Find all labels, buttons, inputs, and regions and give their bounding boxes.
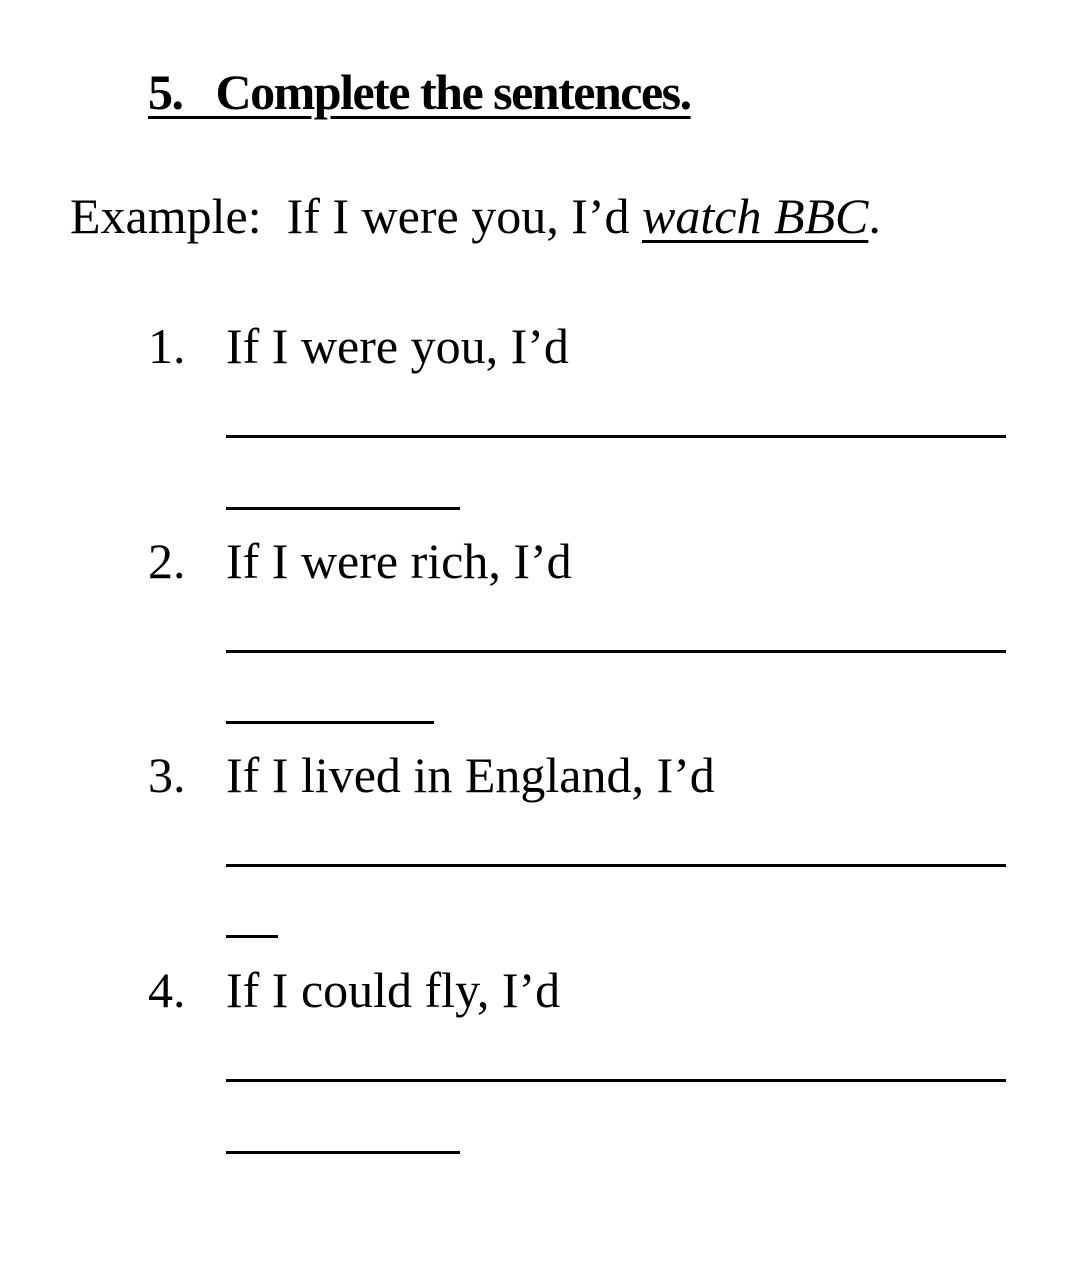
item-number: 4. xyxy=(148,962,186,1018)
answer-line[interactable] xyxy=(226,864,1006,867)
sentence-item-3 xyxy=(148,745,715,805)
answer-line[interactable] xyxy=(226,935,278,938)
example-end: . xyxy=(868,188,881,244)
item-prompt: If I could fly, I’d xyxy=(226,962,561,1018)
answer-line[interactable] xyxy=(226,1079,1006,1082)
example-label: Example: xyxy=(70,188,262,244)
answer-line[interactable] xyxy=(226,721,434,724)
answer-line[interactable] xyxy=(226,435,1006,438)
answer-line[interactable] xyxy=(226,507,460,510)
item-number: 1. xyxy=(148,318,186,374)
answer-line[interactable] xyxy=(226,650,1006,653)
sentence-item-2 xyxy=(148,531,572,591)
item-number: 3. xyxy=(148,747,186,803)
example-answer: watch BBC xyxy=(642,188,869,244)
sentence-item-1 xyxy=(148,316,569,376)
item-prompt: If I were rich, I’d xyxy=(226,533,572,589)
sentence-item-4 xyxy=(148,960,560,1020)
item-prompt: If I lived in England, I’d xyxy=(226,747,715,803)
item-prompt: If I were you, I’d xyxy=(226,318,569,374)
exercise-title: 5. Complete the sentences. xyxy=(148,64,691,120)
item-number: 2. xyxy=(148,533,186,589)
example-sentence xyxy=(70,186,881,246)
example-prompt: If I were you, I’d xyxy=(286,188,630,244)
answer-line[interactable] xyxy=(226,1151,460,1154)
